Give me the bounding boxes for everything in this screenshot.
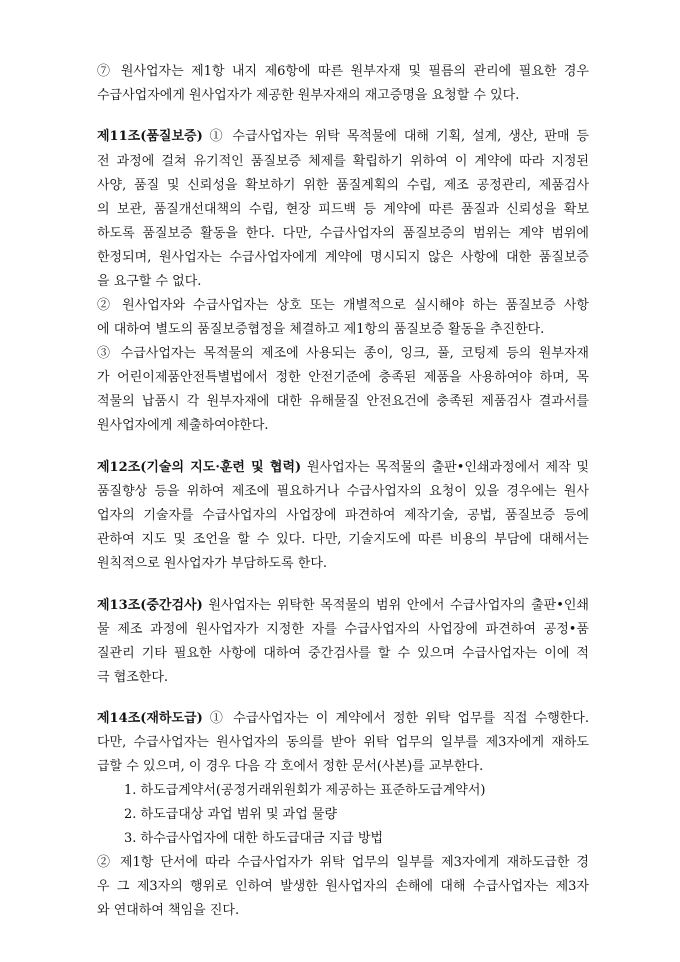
article11-item1-line: 사양, 품질 및 신뢰성을 확보하기 위한 품질계획의 수립, 제조 공정관리, 제품검사 (97, 178, 589, 193)
article11-item3-line: 원사업자에게 제출하여야한다. (97, 418, 269, 433)
article11-item2-line: ② 원사업자와 수급사업자는 상호 또는 개별적으로 실시해야 하는 품질보증 사항 (97, 298, 589, 313)
article14-subitem: 3. 하수급사업자에 대한 하도급대금 지급 방법 (124, 831, 384, 846)
article12-line: 품질향상 등을 위하여 제조에 필요하거나 수급사업자의 요청이 있을 경우에는 원사 (97, 484, 589, 499)
article14-first-line-text: ① 수급사업자는 이 계약에서 정한 위탁 업무를 직접 수행한다. (202, 711, 589, 726)
article13-first-line (97, 594, 589, 618)
article12-first-line-text: 원사업자는 목적물의 출판•인쇄과정에서 제작 및 (301, 460, 589, 475)
article11-item3-line: ③ 수급사업자는 목적물의 제조에 사용되는 종이, 잉크, 풀, 코팅제 등의 원부자재 (97, 346, 589, 361)
article14-item2-line: 우 그 제3자의 행위로 인하여 발생한 원사업자의 손해에 대해 수급사업자는 제3자 (97, 879, 589, 894)
article14-subitem: 1. 하도급계약서(공정거래위원회가 제공하는 표준하도급계약서) (124, 783, 486, 798)
article13-first-line-text: 원사업자는 위탁한 목적물의 범위 안에서 수급사업자의 출판•인쇄 (202, 598, 589, 613)
article13-line: 질관리 기타 필요한 사항에 대하여 중간검사를 할 수 있으며 수급사업자는 이에 적 (97, 646, 589, 661)
article13-heading: 제13조(중간검사) (97, 598, 203, 613)
article11-item2-line: 에 대하여 별도의 품질보증협정을 체결하고 제1항의 품질보증 활동을 추진한다. (97, 322, 545, 337)
article14-item2-line: ② 제1항 단서에 따라 수급사업자가 위탁 업무의 일부를 제3자에게 재하도급한 경 (97, 855, 589, 870)
article11-item3-line: 가 어린이제품안전특별법에서 정한 안전기준에 충족된 제품을 사용하여야 하며, 목 (97, 370, 589, 385)
article11-item1-line: 을 요구할 수 없다. (97, 274, 202, 289)
article14-line: 다만, 수급사업자는 원사업자의 동의를 받아 위탁 업무의 일부를 제3자에게 재하도 (97, 735, 589, 750)
article14-first-line (97, 707, 589, 731)
article11-first-line-text: ① 수급사업자는 위탁 목적물에 대해 기획, 설계, 생산, 판매 등 (202, 129, 589, 144)
article13-line: 극 협조한다. (97, 670, 169, 685)
article11-item3-line: 적물의 납품시 각 원부자재에 대한 유해물질 안전요건에 충족된 제품검사 결과서를 (97, 394, 589, 409)
article13-line: 물 제조 과정에 원사업자가 지정한 자를 수급사업자의 사업장에 파견하여 공정•품 (97, 622, 589, 637)
article11-first-line (97, 125, 589, 149)
article12-line: 관하여 지도 및 조언을 할 수 있다. 다만, 기술지도에 따른 비용의 부담에 대해서는 (97, 532, 589, 547)
article14-item2-line: 와 연대하여 책임을 진다. (97, 903, 240, 918)
article10-item7-line: ⑦ 원사업자는 제1항 내지 제6항에 따른 원부자재 및 필름의 관리에 필요한 경우 (97, 64, 589, 79)
article11-heading: 제11조(품질보증) (97, 129, 203, 144)
article12-heading: 제12조(기술의 지도·훈련 및 협력) (97, 460, 302, 475)
article11-item1-line: 하도록 품질보증 활동을 한다. 다만, 수급사업자의 품질보증의 범위는 계약 범위에 (97, 226, 589, 241)
article11-item1-line: 의 보관, 품질개선대책의 수립, 현장 피드백 등 계약에 따른 품질과 신뢰성을 확보 (97, 202, 589, 217)
article11-item1-line: 전 과정에 걸쳐 유기적인 품질보증 체제를 확립하기 위하여 이 계약에 따라 지정된 (97, 154, 589, 169)
article14-line: 급할 수 있으며, 이 경우 다음 각 호에서 정한 문서(사본)를 교부한다. (97, 759, 484, 774)
article11-item1-line: 한정되며, 원사업자는 수급사업자에게 계약에 명시되지 않은 사항에 대한 품질보증 (97, 250, 589, 265)
article12-first-line (97, 456, 589, 480)
article12-line: 원칙적으로 원사업자가 부담하도록 한다. (97, 556, 328, 571)
article14-heading: 제14조(재하도급) (97, 711, 203, 726)
article10-item7-line: 수급사업자에게 원사업자가 제공한 원부자재의 재고증명을 요청할 수 있다. (97, 88, 520, 103)
article12-line: 업자의 기술자를 수급사업자의 사업장에 파견하여 제작기술, 공법, 품질보증 등에 (97, 508, 589, 523)
article14-subitem: 2. 하도급대상 과업 범위 및 과업 물량 (124, 807, 338, 822)
